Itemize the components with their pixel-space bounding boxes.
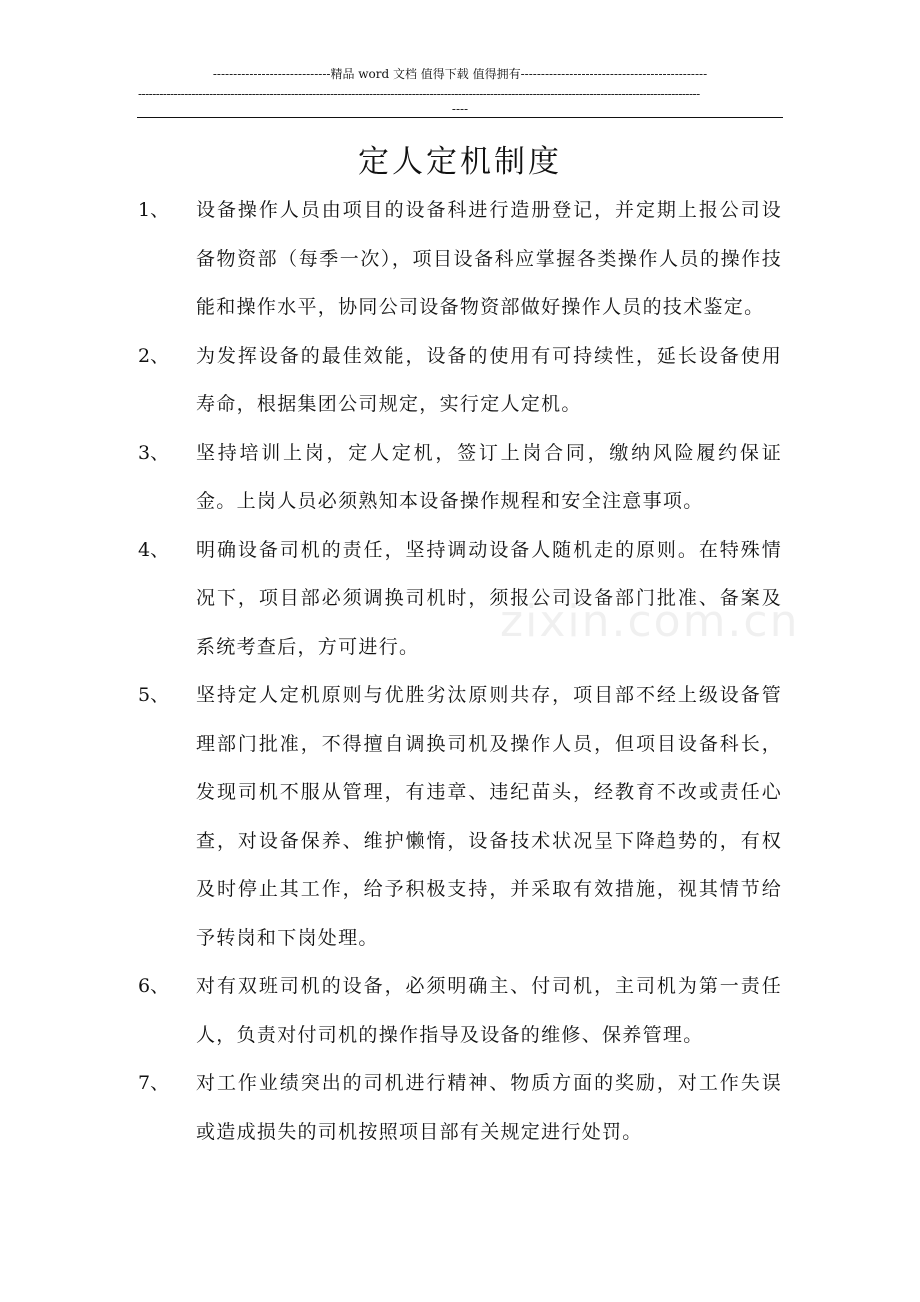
page-title: 定人定机制度 [358,144,562,180]
rule-list [0,186,920,1156]
item-number: 2、 [138,344,170,367]
item-number: 5、 [138,684,170,706]
list-item [0,671,920,962]
item-text: 对有双班司机的设备，必须明确主、付司机，主司机为第一责任人，负责对付司机的操作指导及设备的维修、保养管理。 [196,975,782,1046]
item-text: 为发挥设备的最佳效能，设备的使用有可持续性，延长设备使用寿命，根据集团公司规定，实行定人定机。 [196,344,782,415]
header-dash-tail: ---- [451,102,469,116]
header-rule [137,117,783,118]
item-number: 3、 [138,441,170,464]
item-number: 1、 [138,199,170,221]
list-item [0,962,920,1059]
item-text: 坚持培训上岗，定人定机，签订上岗合同，缴纳风险履约保证金。上岗人员必须熟知本设备操作规程和安全注意事项。 [196,441,782,512]
list-item [0,429,920,526]
header-banner: -----------------------------精品 word 文档 值得下载 值得拥有---------------------------------------------- [212,67,708,81]
item-text: 明确设备司机的责任，坚持调动设备人随机走的原则。在特殊情况下，项目部必须调换司机时，须报公司设备部门批准、备案及系统考查后，方可进行。 [196,538,782,658]
item-number: 6、 [138,975,170,997]
header-dash-line: -------------------------------------------------------------------------------------------------------------------------------------------------------------- [138,87,700,101]
item-number: 4、 [138,538,170,561]
item-text: 设备操作人员由项目的设备科进行造册登记，并定期上报公司设备物资部（每季一次），项目设备科应掌握各类操作人员的操作技能和操作水平，协同公司设备物资部做好操作人员的技术鉴定。 [196,199,782,318]
list-item [0,186,920,332]
item-text: 对工作业绩突出的司机进行精神、物质方面的奖励，对工作失误或造成损失的司机按照项目部有关规定进行处罚。 [196,1072,782,1143]
list-item [0,1059,920,1156]
watermark: zixin.com.cn [500,596,800,647]
item-number: 7、 [138,1072,170,1094]
item-text: 坚持定人定机原则与优胜劣汰原则共存，项目部不经上级设备管理部门批准，不得擅自调换司机及操作人员，但项目设备科长，发现司机不服从管理，有违章、违纪苗头，经教育不改或责任心查，对设备保养、维护懒惰，设备技术状况呈下降趋势的，有权及时停止其工作，给予积极支持，并采取有效措施，视其情节给予转岗和下岗处理。 [196,684,782,949]
list-item [0,526,920,672]
list-item [0,332,920,429]
